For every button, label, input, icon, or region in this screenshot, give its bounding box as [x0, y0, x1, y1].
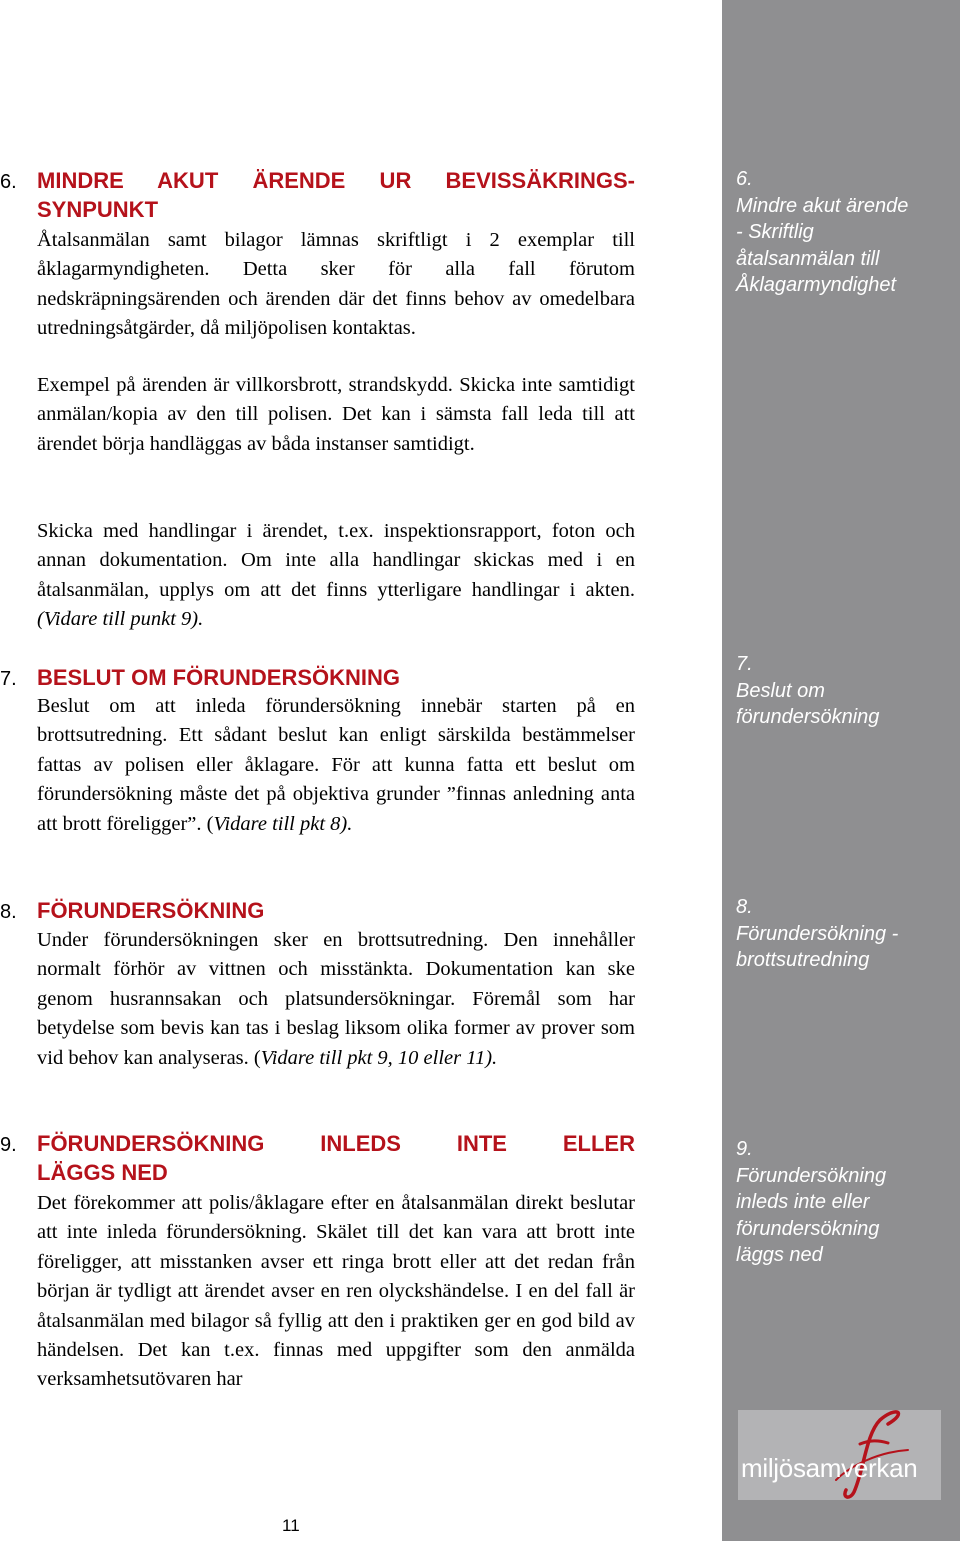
section-heading-line: BESLUT OM FÖRUNDERSÖKNING	[37, 665, 400, 690]
section-heading-line: FÖRUNDERSÖKNING INLEDS INTE ELLER	[37, 1131, 635, 1156]
sidebar-note-line: brottsutredning	[736, 949, 870, 971]
section-heading-line: SYNPUNKT	[37, 197, 159, 222]
sidebar-note-line: 8.	[736, 896, 753, 918]
miljosamverkan-logo	[738, 1410, 941, 1500]
sidebar-note-line: förundersökning	[736, 1217, 880, 1240]
sidebar-note-line: 6.	[736, 168, 753, 190]
sidebar-note-line: Åklagarmyndighet	[736, 274, 897, 296]
section-number: 7.	[0, 668, 17, 690]
paragraph-text: Skicka med handlingar i ärendet, t.ex. inspektionsrapport, foton och annan dokumentation. Om inte alla handlingar skickas med i en åtalsanmälan, upplys om att det finns ytterligare handlingar i akten.	[37, 520, 635, 601]
section-heading	[37, 1129, 635, 1158]
sidebar-note-line: - Skriftlig	[736, 221, 814, 243]
body-paragraph: Exempel på ärenden är villkorsbrott, strandskydd. Skicka inte samtidigt anmälan/kopia av den till polisen. Det kan i sämsta fall leda till att ärendet börja handläggas av båda instanser samtidigt.	[37, 374, 635, 455]
section-number: 9.	[0, 1134, 17, 1156]
body-paragraph: Det förekommer att polis/åklagare efter en åtalsanmälan direkt beslutar att inte inleda förundersökning. Skälet till det kan vara att brott inte föreligger, att misstanken avser ett ringa brott eller att det redan från början är tydligt att ärendet avser en ren olyckshändelse. I en del fall är åtalsanmälan med bilagor så fyllig att den i praktiken ger en god bild av händelsen. Det kan t.ex. finnas med uppgifter som den anmälda verksamhetsutövaren har	[37, 1192, 635, 1391]
sidebar-note-line: 9.	[736, 1138, 753, 1160]
sidebar-note-line: inleds inte eller	[736, 1191, 870, 1213]
page-number: 11	[282, 1516, 300, 1535]
cross-reference: (Vidare till punkt 9).	[37, 608, 204, 631]
paragraph-text: Under förundersökningen sker en brottsutredning. Den innehåller normalt förhör av vittnen och misstänkta. Dokumentation kan ske genom husrannsakan och platsundersökningar. Föremål som har betydelse som bevis kan tas i beslag liksom olika former av prover som vid behov kan analyseras. (	[37, 929, 635, 1069]
body-paragraph	[37, 517, 635, 635]
section-heading-line: MINDRE AKUT ÄRENDE UR BEVISSÄKRINGS-	[37, 168, 635, 193]
sidebar-note-line: läggs ned	[736, 1244, 823, 1266]
sidebar-note-line: 7.	[736, 653, 753, 675]
cross-reference: Vidare till pkt 9, 10 eller 11).	[260, 1046, 498, 1069]
section-heading	[37, 896, 635, 925]
sidebar-note-line: förundersökning	[736, 706, 880, 728]
cross-reference: Vidare till pkt 8).	[213, 812, 353, 835]
body-paragraph: Åtalsanmälan samt bilagor lämnas skriftligt i 2 exemplar till åklagarmyndigheten. Detta sker för alla fall förutom nedskräpningsärenden och ärenden där det finns behov av omedelbara utredningsåtgärder, då miljöpolisen kontaktas.	[37, 229, 635, 340]
section-heading-line: LÄGGS NED	[37, 1160, 168, 1185]
section-number: 8.	[0, 901, 17, 923]
sidebar-note-line: Förundersökning	[736, 1164, 887, 1187]
section-heading-line: FÖRUNDERSÖKNING	[37, 898, 265, 923]
sidebar-note-8	[736, 894, 951, 974]
sidebar-note-9	[736, 1136, 951, 1269]
sidebar-note-line: Beslut om	[736, 679, 825, 702]
section-heading	[37, 195, 635, 224]
paragraph-text: Beslut om att inleda förundersökning innebär starten på en brottsutredning. Ett sådant beslut kan enligt särskilda bestämmelser fattas av polisen eller åklagare. För att kunna fatta ett beslut om förundersökning måste det på objektiva grunder ”finnas anledning anta att brott föreligger”. (	[37, 695, 635, 835]
sidebar	[722, 0, 960, 1541]
section-heading	[37, 1158, 635, 1187]
logo-wordmark: miljösamverkan	[741, 1453, 918, 1483]
section-number: 6.	[0, 171, 17, 193]
sidebar-note-line: åtalsanmälan till	[736, 247, 880, 270]
sidebar-note-7	[736, 651, 951, 731]
sidebar-note-line: Mindre akut ärende	[736, 194, 909, 217]
sidebar-note-6	[736, 166, 951, 299]
body-paragraph	[37, 692, 635, 839]
section-heading	[37, 166, 635, 195]
section-heading	[37, 663, 635, 692]
body-paragraph	[37, 926, 635, 1073]
sidebar-note-line: Förundersökning -	[736, 922, 899, 945]
